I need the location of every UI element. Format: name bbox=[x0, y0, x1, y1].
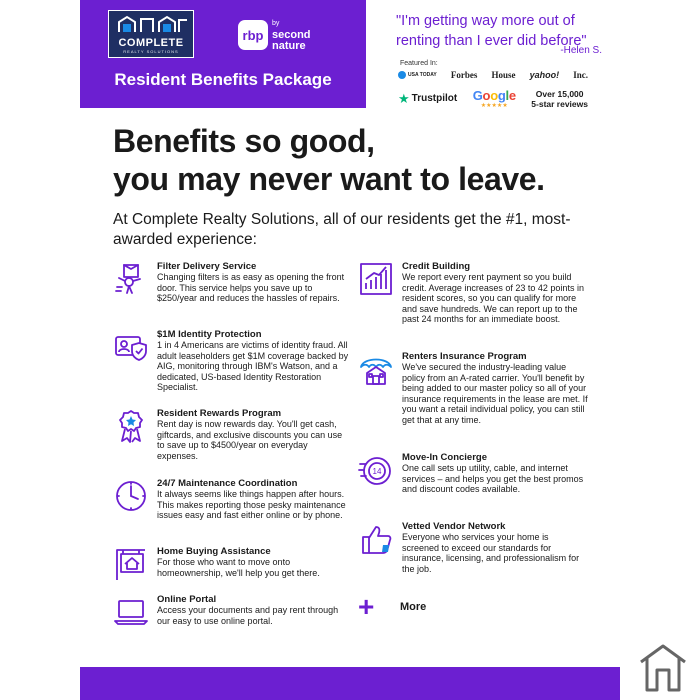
forbes-logo: Forbes bbox=[450, 70, 478, 80]
inc-logo: Inc. bbox=[573, 70, 588, 80]
benefit-desc: We've secured the industry-leading value policy from an A-rated carrier. You'll benefit by being added to our master policy so all of your insurance requirements in the lease are met. If you want a retail individual policy, you can still get that at any time. bbox=[402, 362, 588, 425]
benefit-desc: One call sets up utility, cable, and internet services – and helps you get the best promos and discount codes available. bbox=[402, 463, 584, 495]
benefit-identity-protection bbox=[113, 329, 351, 393]
google-logo: Google ★★★★★ bbox=[472, 88, 516, 109]
crs-logo-sub: REALTY SOLUTIONS bbox=[123, 49, 179, 54]
benefit-vetted-vendor bbox=[358, 521, 588, 574]
benefit-online-portal bbox=[113, 594, 351, 630]
plus-icon: + bbox=[358, 591, 375, 622]
featured-in-label: Featured In: bbox=[400, 60, 438, 67]
trustpilot-star-icon: ★ bbox=[398, 90, 410, 106]
review-badges bbox=[398, 88, 588, 109]
intro-text: At Complete Realty Solutions, all of our residents get the #1, most-awarded experience: bbox=[113, 211, 571, 248]
testimonial-author: -Helen S. bbox=[560, 45, 602, 56]
headline: Benefits so good, you may never want to leave. bbox=[113, 123, 545, 197]
benefit-renters-insurance bbox=[358, 351, 588, 426]
review-count: Over 15,000 5-star reviews bbox=[531, 88, 588, 109]
benefit-desc: It always seems like things happen after hours. This makes reporting those pesky maintenance issues easy and fast either online or by phone. bbox=[157, 489, 346, 521]
concierge-timer-icon bbox=[358, 452, 394, 488]
benefit-desc: Everyone who services your home is screened to exceed our standards for insurance, licensing, and professionalism for the job. bbox=[402, 532, 580, 574]
benefit-title: Home Buying Assistance bbox=[157, 546, 271, 557]
identity-protection-icon bbox=[113, 329, 149, 365]
building-logo-icon bbox=[115, 15, 189, 33]
insurance-umbrella-icon bbox=[358, 351, 394, 387]
filter-delivery-icon bbox=[113, 261, 149, 297]
package-title: Resident Benefits Package bbox=[114, 70, 332, 89]
more-label: More bbox=[400, 601, 427, 613]
yahoo-logo: yahoo! bbox=[529, 70, 560, 80]
google-stars-icon: ★★★★★ bbox=[480, 103, 508, 109]
benefit-filter-delivery bbox=[113, 261, 351, 304]
benefit-home-buying bbox=[113, 546, 351, 582]
benefit-desc: Access your documents and pay rent through our easy to use online portal. bbox=[157, 605, 339, 626]
complete-realty-logo bbox=[108, 10, 194, 58]
house-logo: House bbox=[491, 70, 516, 80]
benefit-title: 24/7 Maintenance Coordination bbox=[157, 478, 298, 489]
benefit-title: Filter Delivery Service bbox=[157, 261, 257, 272]
benefit-title: Move-In Concierge bbox=[402, 452, 487, 463]
benefit-credit-building bbox=[358, 261, 588, 325]
benefit-desc: Changing filters is as easy as opening the front door. This service helps you save up to $250/year and reduces the hassles of repairs. bbox=[157, 272, 345, 304]
rbp-logo bbox=[238, 18, 311, 52]
benefit-title: Vetted Vendor Network bbox=[402, 521, 506, 532]
svg-text:14: 14 bbox=[372, 467, 382, 476]
benefit-title: Resident Rewards Program bbox=[157, 408, 282, 419]
benefit-move-in-concierge bbox=[358, 452, 588, 495]
thumbs-up-icon bbox=[358, 521, 394, 557]
laptop-icon bbox=[113, 594, 149, 630]
rewards-ribbon-icon bbox=[113, 408, 149, 444]
press-logos bbox=[398, 70, 588, 80]
benefit-desc: Rent day is now rewards day. You'll get cash, giftcards, and exclusive discounts you can use to save up to $4500/year on everyday expenses. bbox=[157, 419, 343, 461]
benefit-title: $1M Identity Protection bbox=[157, 329, 262, 340]
benefit-resident-rewards bbox=[113, 408, 351, 461]
rbp-badge: rbp bbox=[238, 20, 268, 50]
benefit-desc: For those who want to move onto homeownership, we'll help you get there. bbox=[157, 557, 320, 578]
rbp-brand: by second nature bbox=[272, 20, 311, 52]
benefit-desc: 1 in 4 Americans are victims of identity fraud. All adult leaseholders get $1M coverage backed by AIG, monitoring through IBM's Watson, and a dedicated, US-based Identity Restoration Specialist. bbox=[157, 340, 349, 393]
trustpilot-logo: ★ Trustpilot bbox=[398, 90, 458, 106]
benefit-title: Renters Insurance Program bbox=[402, 351, 527, 362]
benefit-title: Credit Building bbox=[402, 261, 471, 272]
clock-icon bbox=[113, 478, 149, 514]
usa-today-logo: USA TODAY bbox=[398, 71, 437, 79]
benefit-title: Online Portal bbox=[157, 594, 217, 605]
home-outline-icon bbox=[637, 640, 689, 692]
crs-logo-name: COMPLETE bbox=[118, 37, 184, 49]
footer-band bbox=[80, 667, 620, 700]
benefit-desc: We report every rent payment so you build credit. Average increases of 23 to 42 points in resident scores, so you can qualify for more and save hundreds. We can report up to the past 24 months for an immediate boost. bbox=[402, 272, 584, 325]
testimonial-quote: "I'm getting way more out of renting than I ever did before" bbox=[396, 13, 587, 49]
benefit-maintenance bbox=[113, 478, 351, 521]
credit-chart-icon bbox=[358, 261, 394, 297]
home-sign-icon bbox=[113, 546, 149, 582]
more-benefits[interactable] bbox=[358, 593, 426, 621]
